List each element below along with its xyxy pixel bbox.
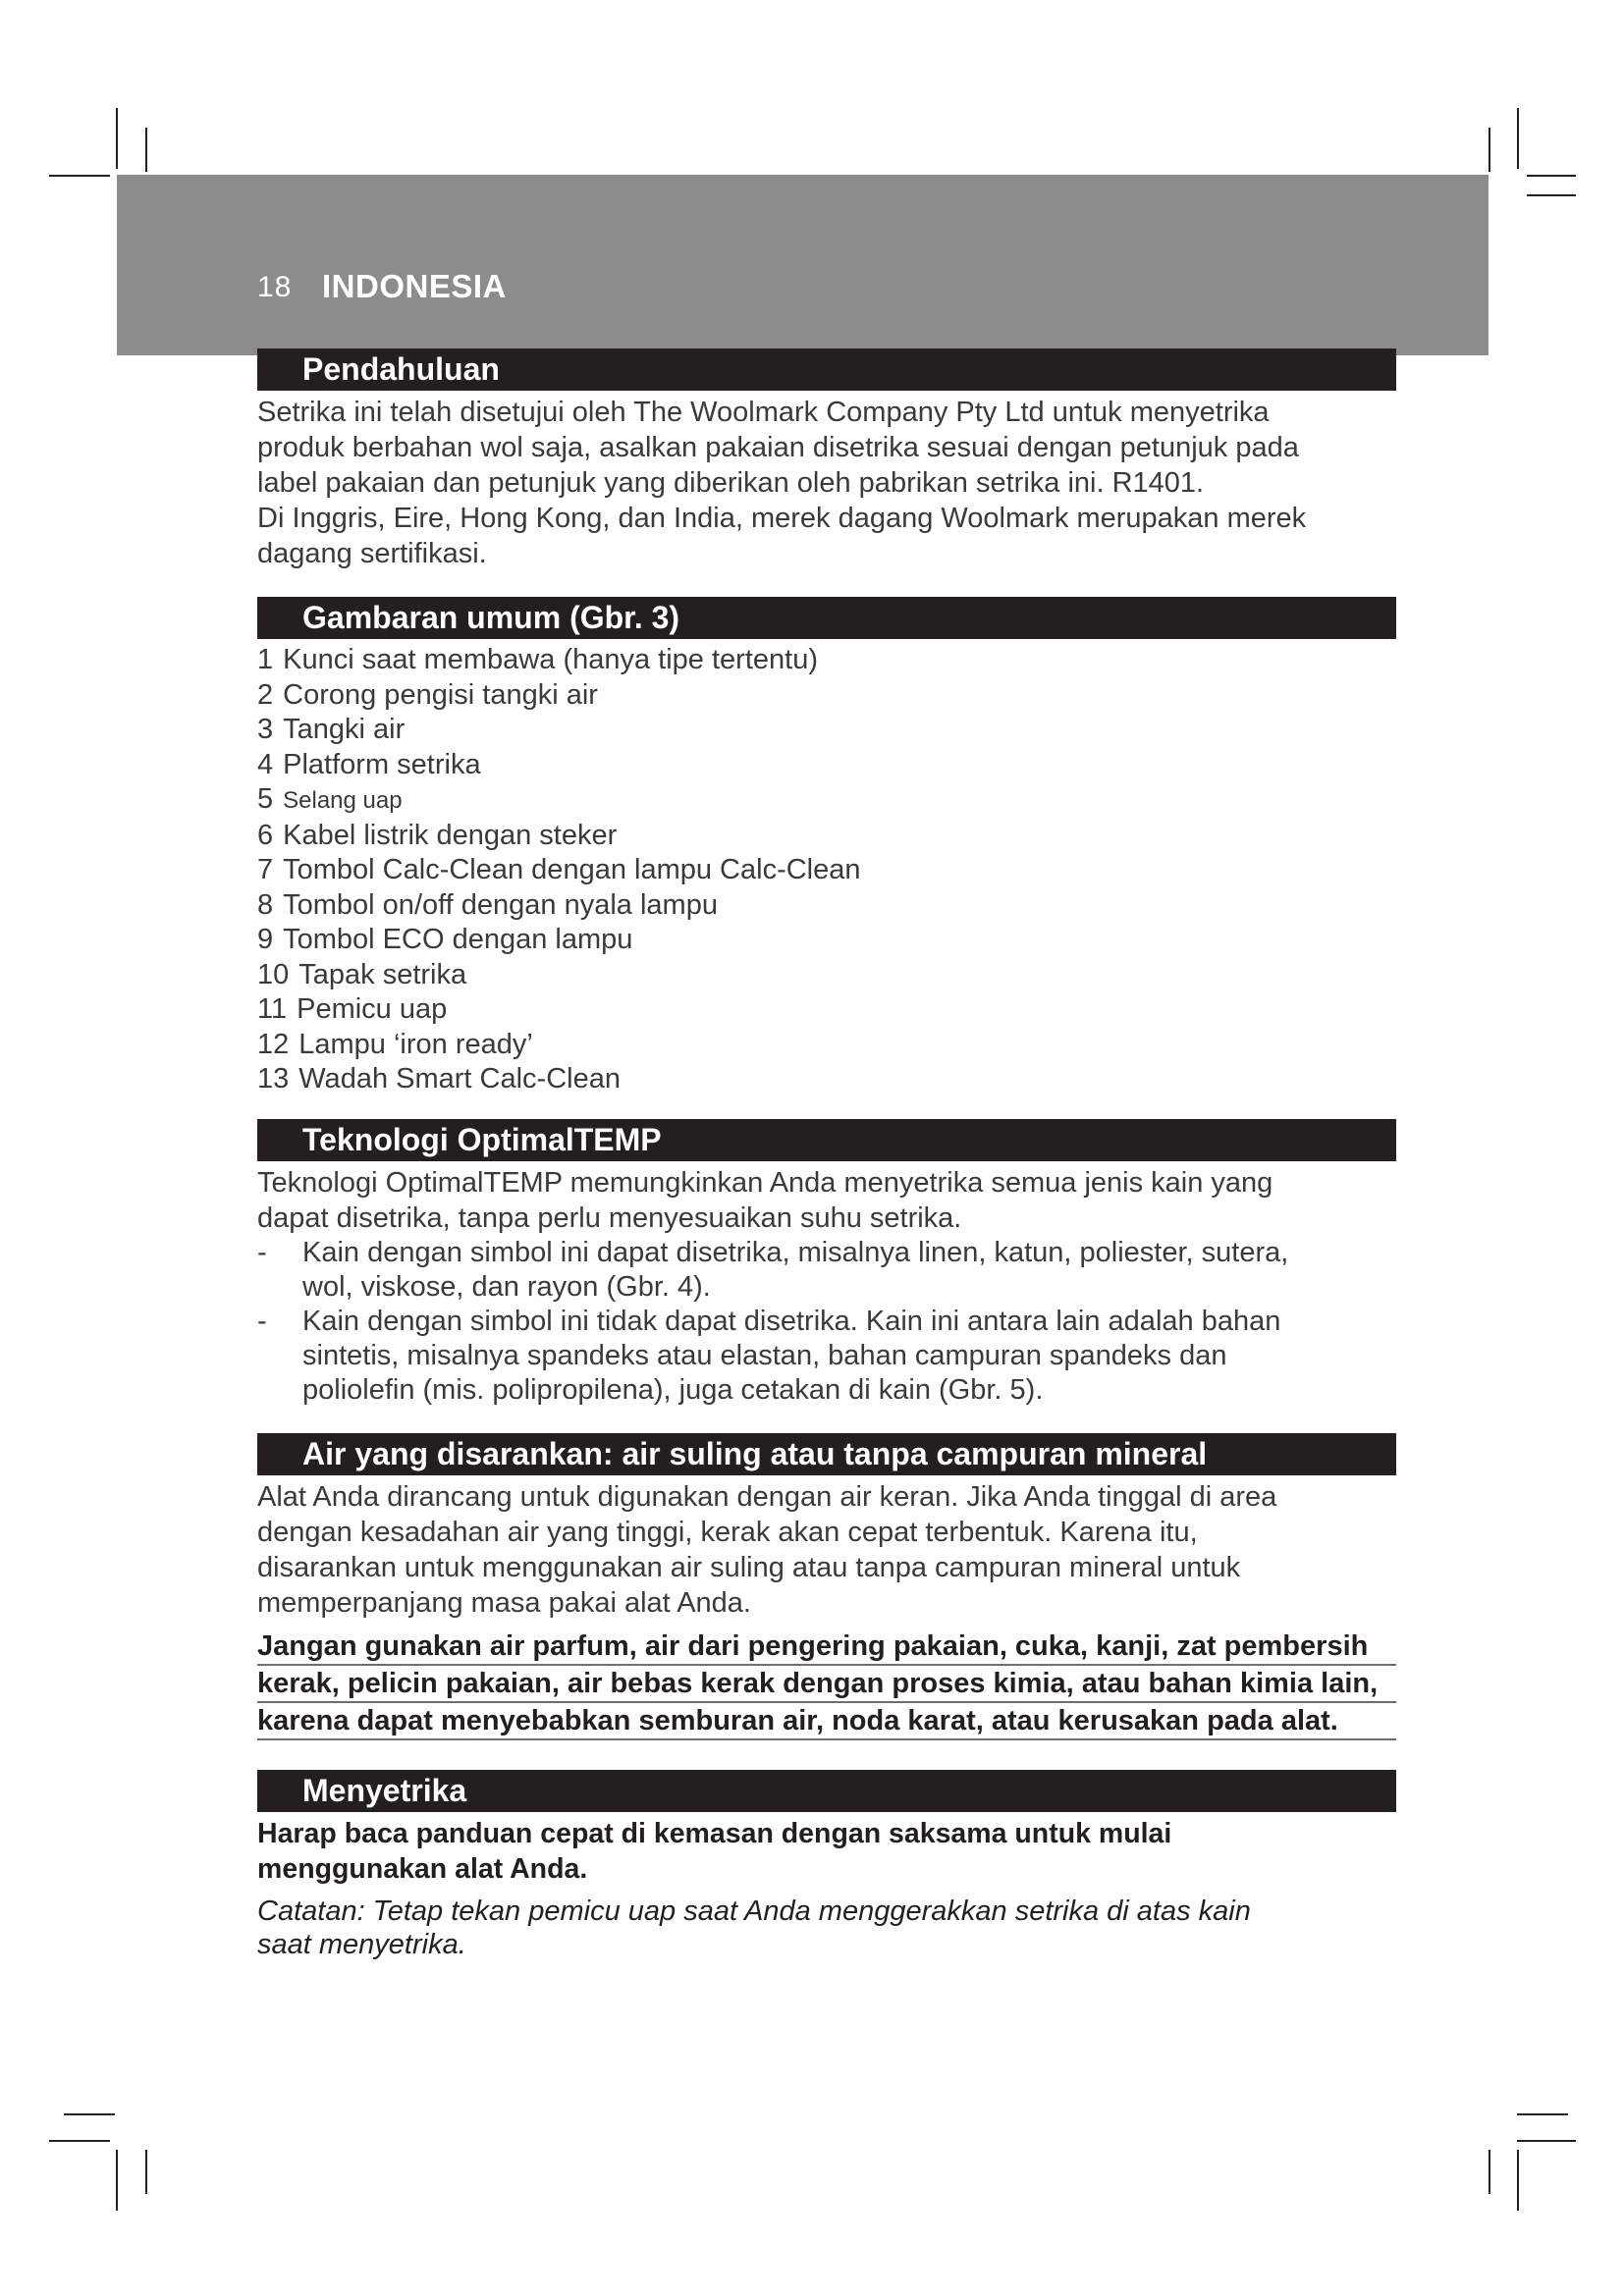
bullet-item [257, 1305, 1396, 1408]
text-line: produk berbahan wol saja, asalkan pakaian disetrika sesuai dengan petunjuk pada [257, 432, 1299, 463]
text-line: sintetis, misalnya spandeks atau elastan, bahan campuran spandeks dan [302, 1339, 1227, 1371]
bullet-dash: - [257, 1305, 267, 1337]
crop-mark [49, 2140, 110, 2142]
list-item [257, 992, 1396, 1028]
list-item [257, 748, 1396, 783]
warning-paragraph [257, 1629, 1396, 1740]
item-text: Platform setrika [283, 748, 481, 780]
text-line: Setrika ini telah disetujui oleh The Woolmark Company Pty Ltd untuk menyetrika [257, 397, 1270, 428]
text-line: disarankan untuk menggunakan air suling atau tanpa campuran mineral untuk [257, 1551, 1241, 1583]
item-text: Selang uap [283, 787, 403, 814]
text-line: Catatan: Tetap tekan pemicu uap saat Anda menggerakkan setrika di atas kain [257, 1895, 1251, 1927]
item-text: Kabel listrik dengan steker [283, 819, 618, 851]
item-text: Tapak setrika [298, 958, 467, 990]
text-line: saat menyetrika. [257, 1928, 466, 1960]
text-line: menggunakan alat Anda. [257, 1852, 588, 1885]
text-line: dapat disetrika, tanpa perlu menyesuaikan suhu setrika. [257, 1201, 962, 1234]
text-line: Harap baca panduan cepat di kemasan dengan saksama untuk mulai [257, 1817, 1172, 1849]
item-number: 3 [257, 714, 274, 745]
item-text: Lampu ‘iron ready’ [298, 1028, 533, 1060]
text-line: dengan kesadahan air yang tinggi, kerak akan cepat terbentuk. Karena itu, [257, 1516, 1198, 1548]
item-number: 13 [257, 1063, 290, 1095]
list-item [257, 678, 1396, 714]
crop-mark [1517, 2150, 1519, 2211]
item-number: 6 [257, 819, 274, 851]
list-item [257, 888, 1396, 924]
item-number: 10 [257, 958, 290, 990]
section-title-air: Air yang disarankan: air suling atau tanpa campuran mineral [257, 1433, 1396, 1475]
bullet-item [257, 1236, 1396, 1305]
item-text: Tombol Calc-Clean dengan lampu Calc-Clean [283, 854, 861, 885]
item-number: 5 [257, 783, 274, 815]
item-number: 1 [257, 644, 274, 675]
crop-mark [145, 128, 147, 172]
text-line: poliolefin (mis. polipropilena), juga cetakan di kain (Gbr. 5). [302, 1373, 1044, 1406]
text-line: Teknologi OptimalTEMP memungkinkan Anda menyetrika semua jenis kain yang [257, 1166, 1273, 1199]
section-title-optimaltemp: Teknologi OptimalTEMP [257, 1119, 1396, 1161]
list-item [257, 923, 1396, 958]
item-text: Corong pengisi tangki air [283, 678, 598, 711]
list-item [257, 1028, 1396, 1063]
list-item [257, 713, 1396, 748]
item-text: Tombol ECO dengan lampu [283, 924, 633, 955]
air-paragraph [257, 1479, 1396, 1621]
language-heading: INDONESIA [322, 268, 507, 304]
optimaltemp-intro [257, 1165, 1396, 1236]
item-text: Tangki air [283, 714, 406, 745]
section-title-gambaran: Gambaran umum (Gbr. 3) [257, 597, 1396, 639]
bullet-dash: - [257, 1236, 267, 1268]
crop-mark [145, 2150, 147, 2194]
item-number: 9 [257, 924, 274, 955]
document-content [257, 348, 1396, 1961]
crop-mark [1489, 2150, 1490, 2194]
list-item [257, 853, 1396, 888]
text-line: memperpanjang masa pakai alat Anda. [257, 1586, 751, 1619]
section-title-menyetrika: Menyetrika [257, 1770, 1396, 1812]
item-number: 2 [257, 678, 274, 711]
crop-mark [1527, 175, 1576, 177]
text-line: Kain dengan simbol ini dapat disetrika, misalnya linen, katun, poliester, sutera, [302, 1236, 1289, 1268]
crop-mark [49, 175, 110, 177]
crop-mark [1517, 108, 1519, 169]
list-item [257, 1062, 1396, 1097]
item-text: Wadah Smart Calc-Clean [298, 1063, 621, 1095]
list-item [257, 643, 1396, 678]
item-number: 12 [257, 1028, 290, 1060]
item-text: Pemicu uap [297, 993, 448, 1025]
crop-mark [116, 108, 118, 169]
note-paragraph [257, 1895, 1396, 1961]
crop-mark [1489, 128, 1490, 172]
crop-mark [1527, 194, 1576, 196]
text-line: label pakaian dan petunjuk yang diberikan oleh pabrikan setrika ini. R1401. [257, 467, 1205, 499]
text-line: Alat Anda dirancang untuk digunakan dengan air keran. Jika Anda tinggal di area [257, 1480, 1277, 1513]
warning-line: kerak, pelicin pakaian, air bebas kerak dengan proses kimia, atau bahan kimia lain, [257, 1666, 1396, 1703]
parts-list [257, 643, 1396, 1097]
item-text: Tombol on/off dengan nyala lampu [283, 888, 718, 921]
warning-line: karena dapat menyebabkan semburan air, noda karat, atau kerusakan pada alat. [257, 1703, 1396, 1740]
page-number: 18 [257, 271, 293, 303]
text-line: dagang sertifikasi. [257, 538, 487, 569]
crop-mark [64, 2113, 115, 2115]
crop-mark [116, 2150, 118, 2211]
header-band [117, 175, 1489, 355]
item-number: 7 [257, 854, 274, 885]
list-item [257, 782, 1396, 819]
item-number: 11 [257, 993, 288, 1025]
item-text: Kunci saat membawa (hanya tipe tertentu) [283, 644, 818, 675]
quick-guide-paragraph [257, 1816, 1396, 1887]
warning-line: Jangan gunakan air parfum, air dari pengering pakaian, cuka, kanji, zat pembersih [257, 1629, 1396, 1666]
section-title-pendahuluan: Pendahuluan [257, 348, 1396, 391]
item-number: 8 [257, 888, 274, 921]
list-item [257, 958, 1396, 993]
text-line: Kain dengan simbol ini tidak dapat disetrika. Kain ini antara lain adalah bahan [302, 1305, 1281, 1337]
item-number: 4 [257, 748, 274, 780]
crop-mark [1517, 2140, 1576, 2142]
text-line: Di Inggris, Eire, Hong Kong, dan India, merek dagang Woolmark merupakan merek [257, 503, 1307, 534]
text-line: wol, viskose, dan rayon (Gbr. 4). [302, 1270, 711, 1303]
list-item [257, 819, 1396, 854]
crop-mark [1517, 2113, 1568, 2115]
intro-paragraph [257, 395, 1396, 571]
